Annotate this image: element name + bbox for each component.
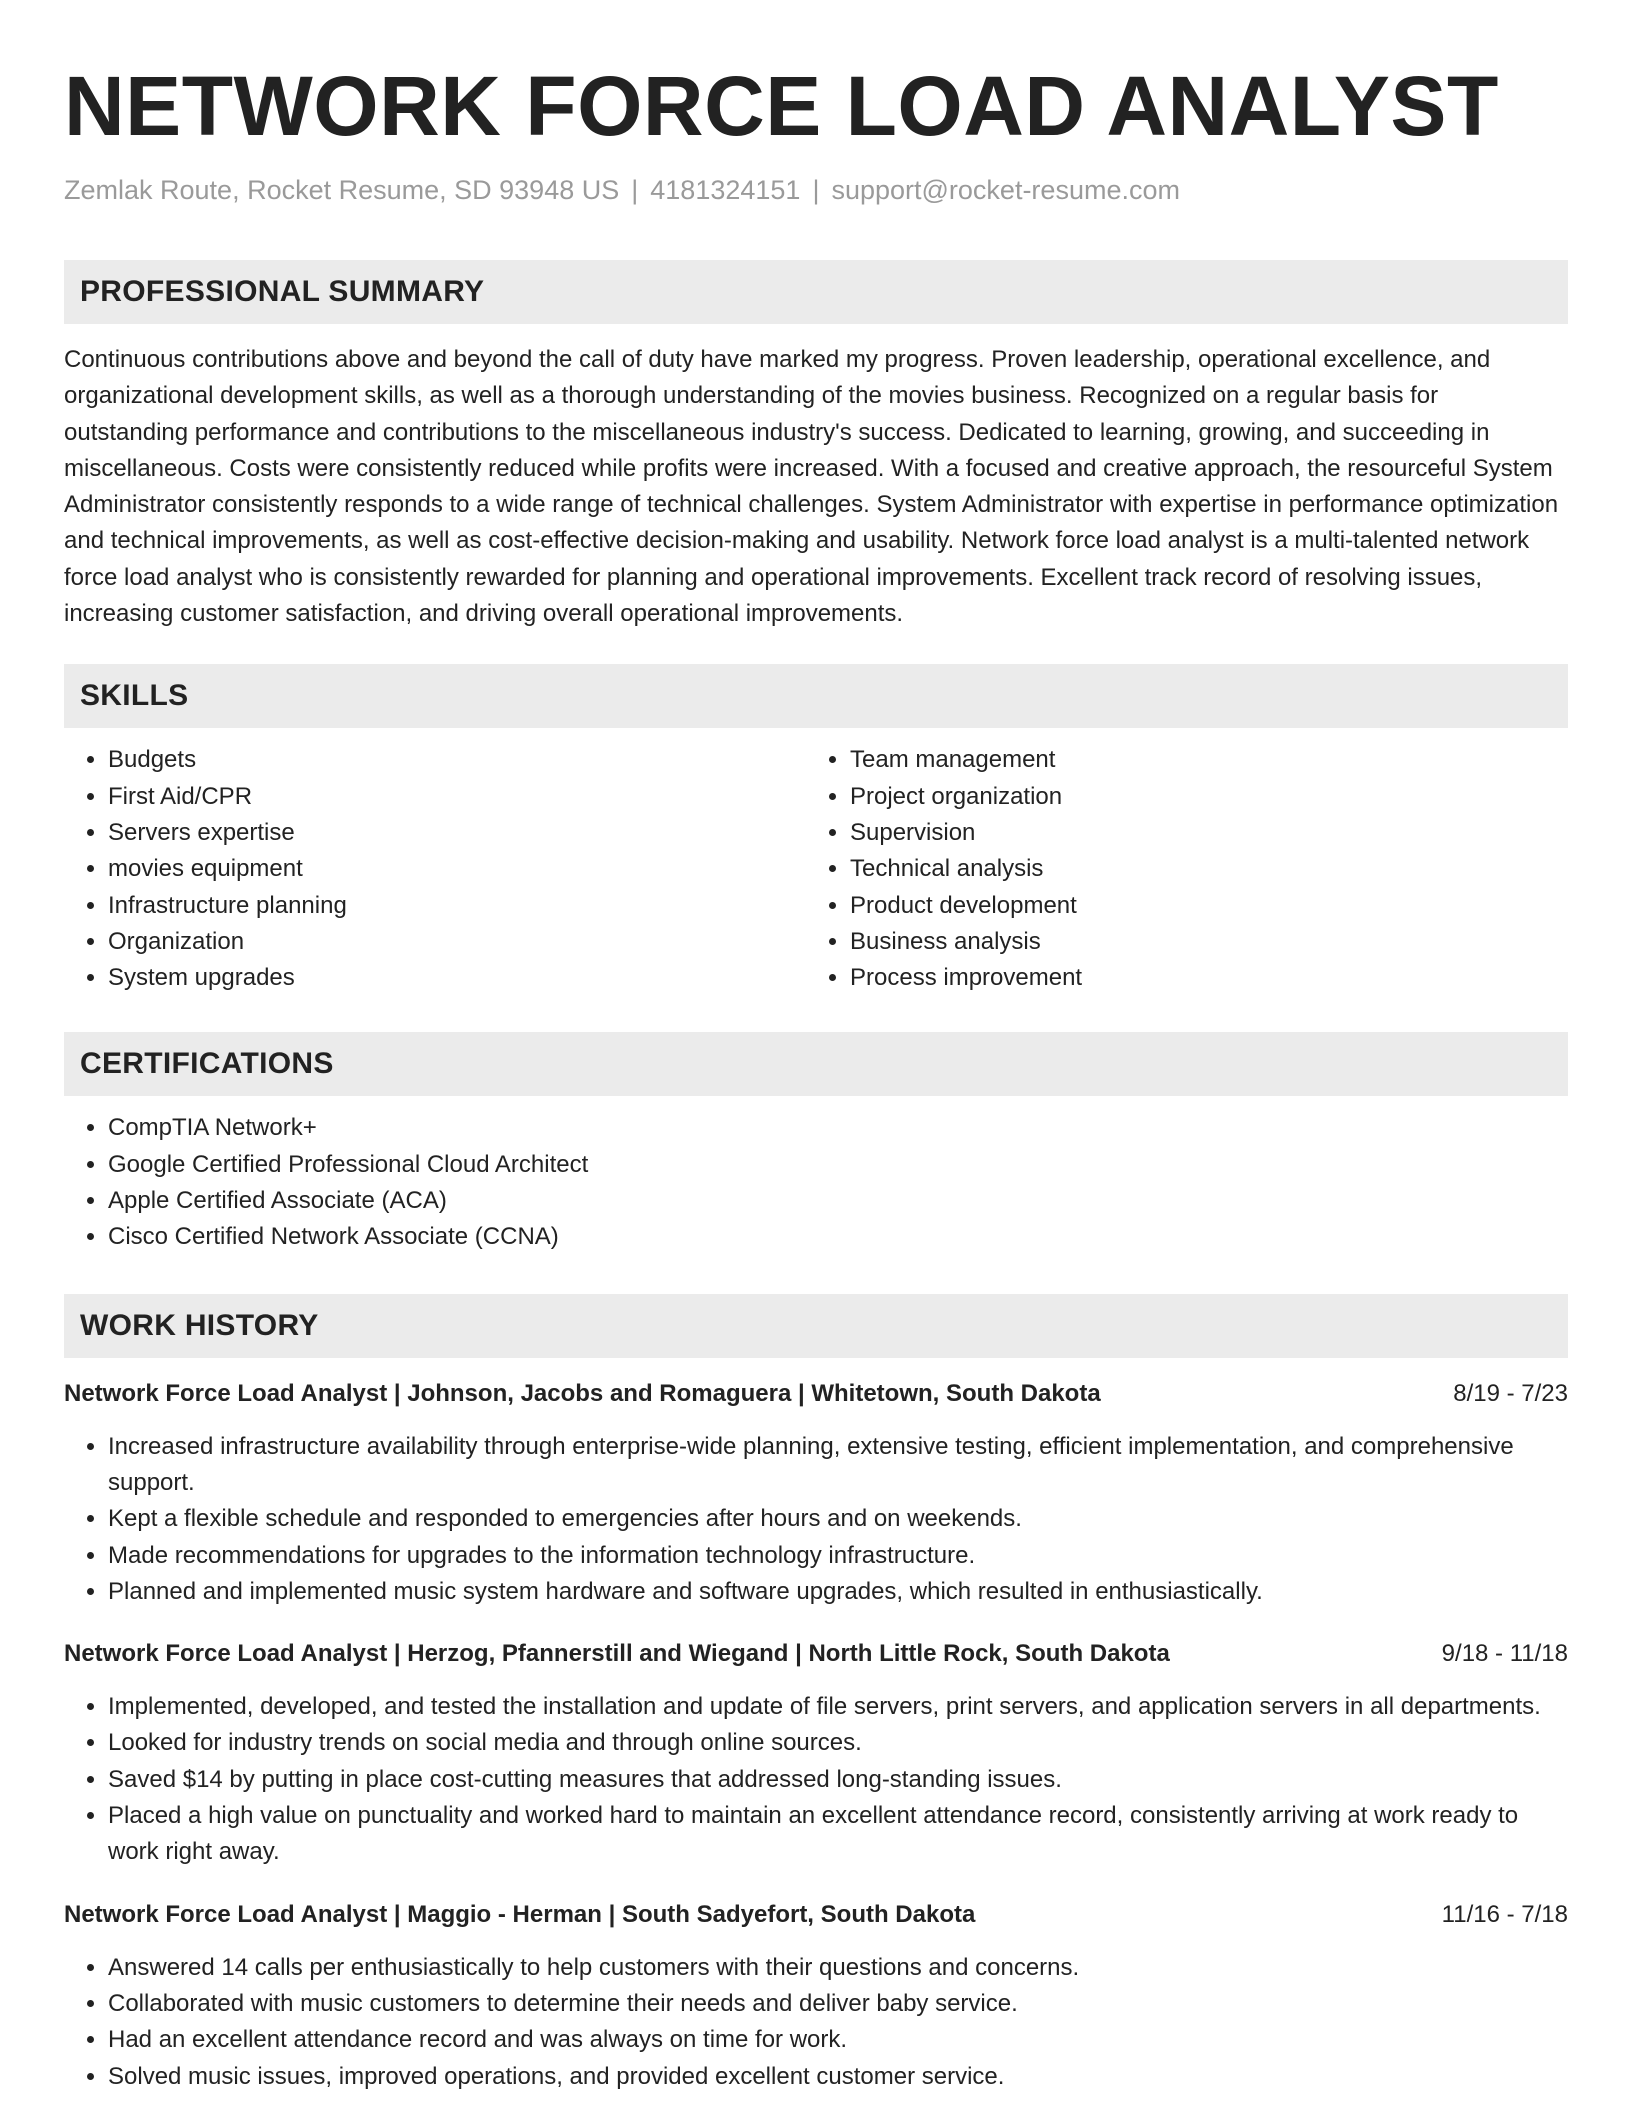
job-title: Network Force Load Analyst | Maggio - Herman | South Sadyefort, South Dakota bbox=[64, 1900, 976, 1928]
job-entry bbox=[64, 1636, 1568, 1870]
summary-text: Continuous contributions above and beyond the call of duty have marked my progress. Proven leadership, operational excellence, and organizational development skills, as well as a thorough understanding of the movies business. Recognized on a regular basis for outstanding performance and contributions to the miscellaneous industry's success. Dedicated to learning, growing, and succeeding in miscellaneous. Costs were consistently reduced while profits were increased. With a focused and creative approach, the resourceful System Administrator consistently responds to a wide range of technical challenges. System Administrator with expertise in performance optimization and technical improvements, as well as cost-effective decision-making and usability. Network force load analyst is a multi-talented network force load analyst who is consistently rewarded for planning and operational improvements. Excellent track record of resolving issues, increasing customer satisfaction, and driving overall operational improvements. bbox=[64, 346, 1559, 628]
skill-item: • Organization bbox=[108, 924, 806, 960]
job-bullets bbox=[64, 1689, 1568, 1870]
skills-columns bbox=[64, 742, 1568, 996]
candidate-name: NETWORK FORCE LOAD ANALYST bbox=[64, 59, 1499, 153]
skills-list-left bbox=[64, 742, 806, 996]
certifications-heading: CERTIFICATIONS bbox=[64, 1032, 1568, 1096]
contact-address: Zemlak Route, Rocket Resume, SD 93948 US bbox=[64, 175, 620, 205]
skill-item: • Supervision bbox=[850, 815, 1548, 851]
job-bullet: • Had an excellent attendance record and was always on time for work. bbox=[108, 2022, 1568, 2058]
skill-item: • Project organization bbox=[850, 779, 1548, 815]
job-bullets bbox=[64, 1429, 1568, 1610]
job-bullets bbox=[64, 1950, 1568, 2095]
skills-list-right bbox=[806, 742, 1548, 996]
job-bullet: • Saved $14 by putting in place cost-cutting measures that addressed long-standing issues. bbox=[108, 1762, 1568, 1798]
skill-item: • Business analysis bbox=[850, 924, 1548, 960]
job-dates: 8/19 - 7/23 bbox=[1453, 1379, 1568, 1407]
skill-item: • Technical analysis bbox=[850, 851, 1548, 887]
skill-item: • System upgrades bbox=[108, 960, 806, 996]
contact-separator: | bbox=[812, 175, 820, 205]
certification-item: • Cisco Certified Network Associate (CCNA) bbox=[108, 1219, 1568, 1255]
skill-item: • Product development bbox=[850, 888, 1548, 924]
certification-item: • Apple Certified Associate (ACA) bbox=[108, 1183, 1568, 1219]
work-history-heading: WORK HISTORY bbox=[64, 1294, 1568, 1358]
skill-item: • Servers expertise bbox=[108, 815, 806, 851]
job-bullet: • Increased infrastructure availability through enterprise-wide planning, extensive testing, efficient implementation, and comprehensive support. bbox=[108, 1429, 1568, 1502]
skills-heading: SKILLS bbox=[64, 664, 1568, 728]
skill-item: • movies equipment bbox=[108, 851, 806, 887]
job-header bbox=[64, 1897, 1568, 1933]
job-dates: 9/18 - 11/18 bbox=[1441, 1640, 1568, 1668]
job-bullet: • Implemented, developed, and tested the installation and update of file servers, print servers, and application servers in all departments. bbox=[108, 1689, 1568, 1725]
job-entry bbox=[64, 1376, 1568, 1610]
certification-item: • Google Certified Professional Cloud Architect bbox=[108, 1147, 1568, 1183]
skill-item: • Budgets bbox=[108, 742, 806, 778]
job-bullet: • Collaborated with music customers to determine their needs and deliver baby service. bbox=[108, 1986, 1568, 2022]
contact-line bbox=[64, 170, 1568, 210]
skill-item: • Team management bbox=[850, 742, 1548, 778]
job-bullet: • Made recommendations for upgrades to the information technology infrastructure. bbox=[108, 1538, 1568, 1574]
job-bullet: • Planned and implemented music system hardware and software upgrades, which resulted in enthusiastically. bbox=[108, 1574, 1568, 1610]
job-dates: 11/16 - 7/18 bbox=[1441, 1900, 1568, 1928]
certifications-list bbox=[64, 1110, 1568, 1255]
job-header bbox=[64, 1376, 1568, 1412]
job-bullet: • Placed a high value on punctuality and worked hard to maintain an excellent attendance record, consistently arriving at work ready to work right away. bbox=[108, 1798, 1568, 1871]
job-title: Network Force Load Analyst | Herzog, Pfannerstill and Wiegand | North Little Rock, South Dakota bbox=[64, 1640, 1170, 1668]
certification-item: • CompTIA Network+ bbox=[108, 1110, 1568, 1146]
contact-separator: | bbox=[631, 175, 639, 205]
summary-heading: PROFESSIONAL SUMMARY bbox=[64, 260, 1568, 324]
job-bullet: • Answered 14 calls per enthusiastically to help customers with their questions and concerns. bbox=[108, 1950, 1568, 1986]
job-title: Network Force Load Analyst | Johnson, Jacobs and Romaguera | Whitetown, South Dakota bbox=[64, 1379, 1101, 1407]
skill-item: • First Aid/CPR bbox=[108, 779, 806, 815]
job-bullet: • Looked for industry trends on social media and through online sources. bbox=[108, 1725, 1568, 1761]
job-header bbox=[64, 1636, 1568, 1672]
job-bullet: • Solved music issues, improved operations, and provided excellent customer service. bbox=[108, 2059, 1568, 2095]
job-entry bbox=[64, 1897, 1568, 2095]
job-bullet: • Kept a flexible schedule and responded to emergencies after hours and on weekends. bbox=[108, 1501, 1568, 1537]
contact-phone: 4181324151 bbox=[650, 175, 801, 205]
contact-email: support@rocket-resume.com bbox=[831, 175, 1180, 205]
skill-item: • Infrastructure planning bbox=[108, 888, 806, 924]
skill-item: • Process improvement bbox=[850, 960, 1548, 996]
